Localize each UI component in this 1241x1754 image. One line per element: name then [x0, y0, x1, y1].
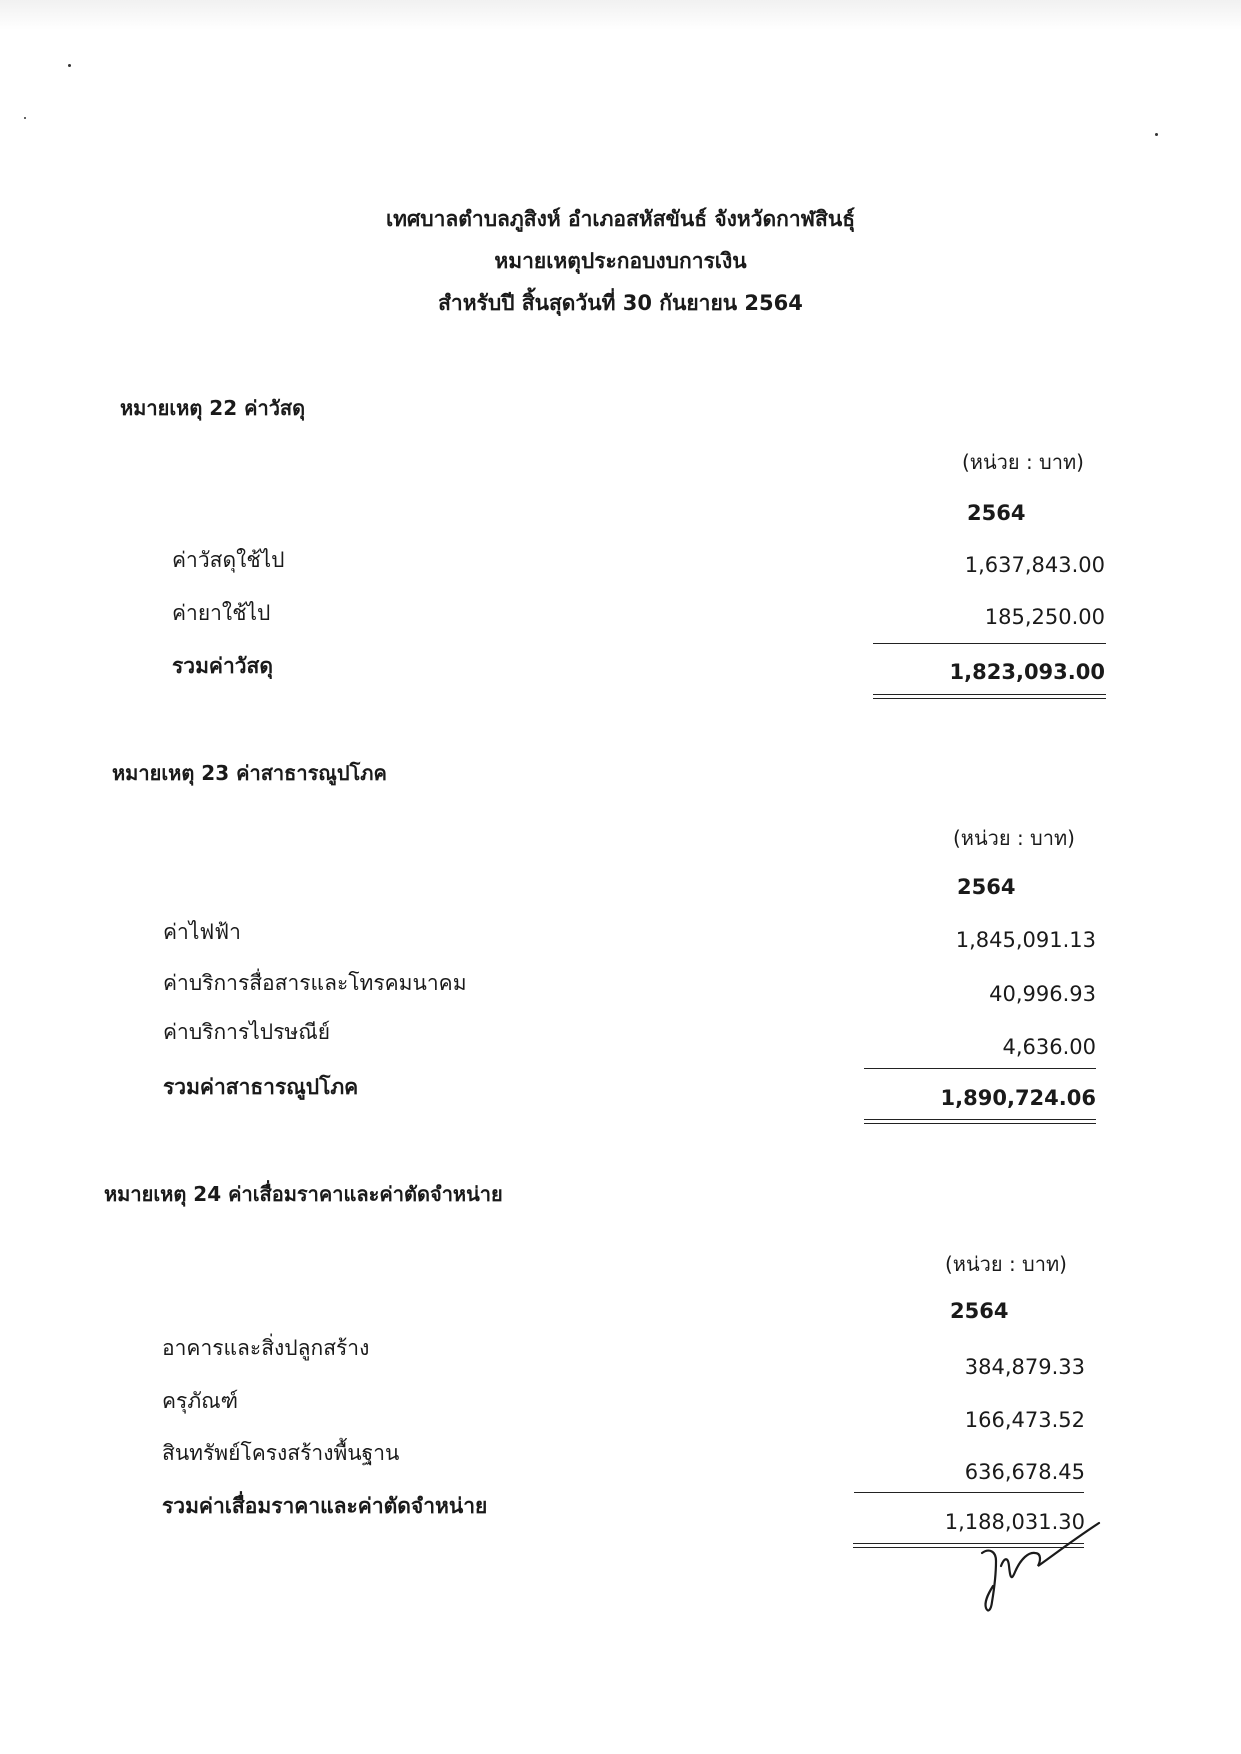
note-23-year: 2564 [957, 875, 1016, 899]
note-24-subtotal-rule [854, 1492, 1084, 1493]
scan-speck [68, 64, 71, 67]
note-22-heading: หมายเหตุ 22 ค่าวัสดุ [120, 396, 306, 420]
scan-speck [1155, 133, 1158, 136]
note-22-total-label: รวมค่าวัสดุ [172, 654, 274, 678]
note-22-year: 2564 [967, 501, 1026, 525]
note-24-row-label: อาคารและสิ่งปลูกสร้าง [162, 1336, 370, 1360]
note-22-row-amount: 185,250.00 [984, 605, 1105, 629]
document-title: หมายเหตุประกอบงบการเงิน [494, 249, 747, 273]
note-24-row-label: สินทรัพย์โครงสร้างพื้นฐาน [162, 1441, 400, 1465]
note-22-total-amount: 1,823,093.00 [949, 660, 1105, 684]
note-22-row-amount: 1,637,843.00 [964, 553, 1105, 577]
org-title: เทศบาลตำบลภูสิงห์ อำเภอสหัสขันธ์ จังหวัดกาฬสินธุ์ [385, 207, 856, 231]
note-24-row-amount: 384,879.33 [964, 1355, 1085, 1379]
note-23-unit: (หน่วย : บาท) [953, 826, 1075, 850]
note-24-row-amount: 636,678.45 [964, 1460, 1085, 1484]
note-24-year: 2564 [950, 1299, 1009, 1323]
note-24-total-label: รวมค่าเสื่อมราคาและค่าตัดจำหน่าย [162, 1494, 488, 1518]
signature-initials [975, 1520, 1105, 1620]
note-24-row-label: ครุภัณฑ์ [162, 1389, 239, 1413]
note-23-row-amount: 1,845,091.13 [955, 928, 1096, 952]
note-24-total-amount: 1,188,031.30 [944, 1510, 1085, 1534]
scan-speck [24, 117, 26, 119]
note-23-row-amount: 4,636.00 [1002, 1035, 1096, 1059]
note-23-total-label: รวมค่าสาธารณูปโภค [163, 1075, 359, 1099]
note-23-row-label: ค่าบริการสื่อสารและโทรคมนาคม [163, 971, 467, 995]
note-24-heading: หมายเหตุ 24 ค่าเสื่อมราคาและค่าตัดจำหน่าย [104, 1182, 503, 1206]
scan-edge [0, 0, 1241, 30]
note-23-subtotal-rule [864, 1068, 1096, 1069]
note-22-row-label: ค่ายาใช้ไป [172, 601, 271, 625]
note-23-row-label: ค่าไฟฟ้า [163, 920, 241, 944]
note-23-heading: หมายเหตุ 23 ค่าสาธารณูปโภค [112, 761, 387, 785]
note-23-total-amount: 1,890,724.06 [940, 1086, 1096, 1110]
note-23-row-label: ค่าบริการไปรษณีย์ [163, 1020, 331, 1044]
period-title: สำหรับปี สิ้นสุดวันที่ 30 กันยายน 2564 [438, 291, 803, 315]
note-24-row-amount: 166,473.52 [964, 1408, 1085, 1432]
note-22-row-label: ค่าวัสดุใช้ไป [172, 548, 285, 572]
note-23-total-double-rule [864, 1119, 1096, 1124]
note-22-total-double-rule [873, 694, 1106, 699]
note-24-unit: (หน่วย : บาท) [945, 1252, 1067, 1276]
note-22-unit: (หน่วย : บาท) [962, 450, 1084, 474]
note-23-row-amount: 40,996.93 [989, 982, 1096, 1006]
note-22-subtotal-rule [873, 643, 1106, 644]
